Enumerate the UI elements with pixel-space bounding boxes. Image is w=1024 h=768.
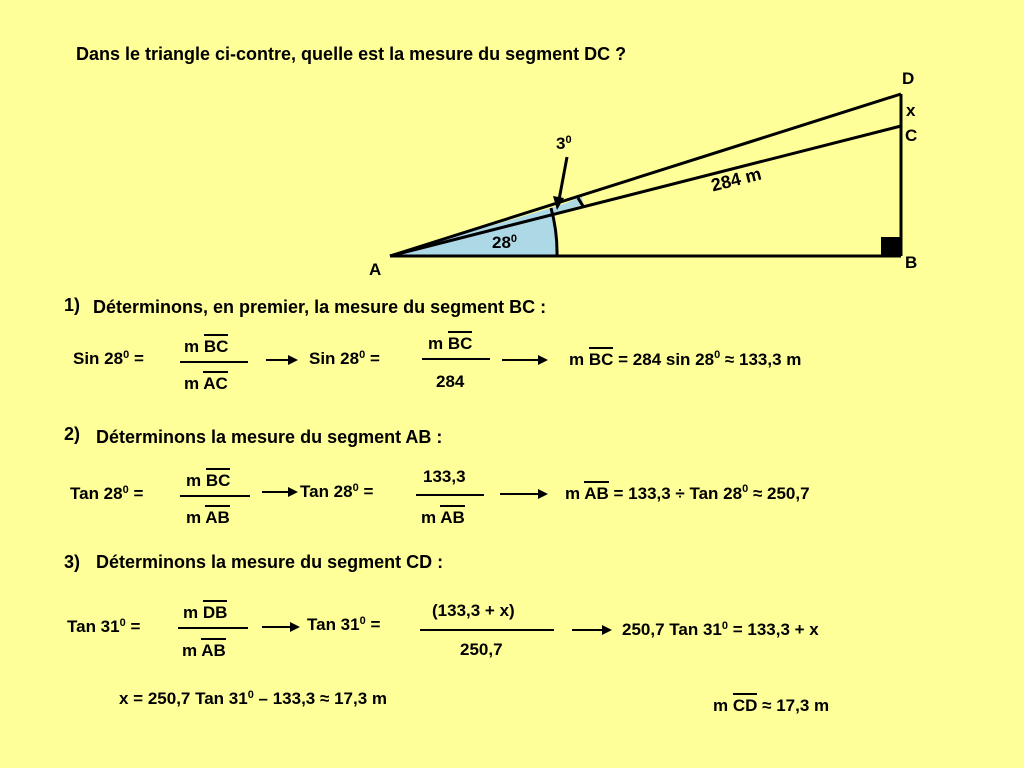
step1-f1-left: Sin $28^0$ =: [73, 349, 144, 368]
label-A: A: [369, 260, 382, 279]
step2-number: 2): [64, 424, 81, 444]
step3-f1-numerator: m DB: [183, 603, 227, 623]
step3-f2-fraction-bar: [420, 629, 554, 631]
step1-f1-numerator: m BC: [184, 337, 228, 357]
label-B: B: [905, 253, 918, 272]
step2-f2-left: Tan $28^0$ =: [300, 482, 374, 501]
step1-f2-numerator: m BC: [428, 334, 472, 354]
step3-f2-left: Tan $31^0$ =: [307, 615, 381, 634]
step2-heading: Déterminons la mesure du segment AB :: [96, 427, 443, 447]
step2-f1-numerator: m BC: [186, 471, 230, 491]
label-angle-28: $28^0$: [492, 233, 518, 252]
label-C: C: [905, 126, 918, 145]
step2-f1-denominator: m AB: [186, 508, 230, 528]
label-x: x: [906, 101, 916, 120]
step3-number: 3): [64, 552, 81, 572]
step3-f2-numerator: (133,3 + x): [432, 601, 515, 620]
step3-f1-left: Tan $31^0$ =: [67, 617, 141, 636]
step2-result: m AB = 133,3 ÷ Tan $28^0 \approx 250,7$: [565, 483, 810, 503]
step1-heading: Déterminons, en premier, la mesure du segment BC :: [93, 297, 547, 317]
step1-f1-denominator: m AC: [184, 374, 228, 394]
label-D: D: [902, 69, 915, 88]
step3-x-calculation: x = 250,7 Tan $31^0 - 133,3 \approx 17,3$ m: [119, 689, 388, 708]
step2-f1-left: Tan $28^0$ =: [70, 484, 144, 503]
step3-f2-denominator: 250,7: [460, 640, 503, 659]
step3-heading: Déterminons la mesure du segment CD :: [96, 552, 444, 572]
step1-number: 1): [64, 295, 81, 315]
page-title: Dans le triangle ci-contre, quelle est la mesure du segment DC ?: [76, 44, 627, 64]
label-side-AC: 284 m: [709, 163, 764, 196]
step2-f2-denominator: m AB: [421, 508, 465, 528]
step3-result: 250,7 Tan $31^0 = 133,3 + x$: [622, 620, 819, 639]
step1-f2-denominator: 284: [436, 372, 465, 391]
step3-final-answer: m CD ≈ 17,3 m: [713, 696, 829, 716]
step1-result: m BC = 284 $\sin 28^0 \approx 133,3$ m: [569, 349, 802, 369]
step2-f2-numerator: 133,3: [423, 467, 466, 486]
label-angle-3: $3^0$: [556, 134, 572, 153]
step3-f1-denominator: m AB: [182, 641, 226, 661]
step1-f2-left: Sin $28^0$ =: [309, 349, 380, 368]
